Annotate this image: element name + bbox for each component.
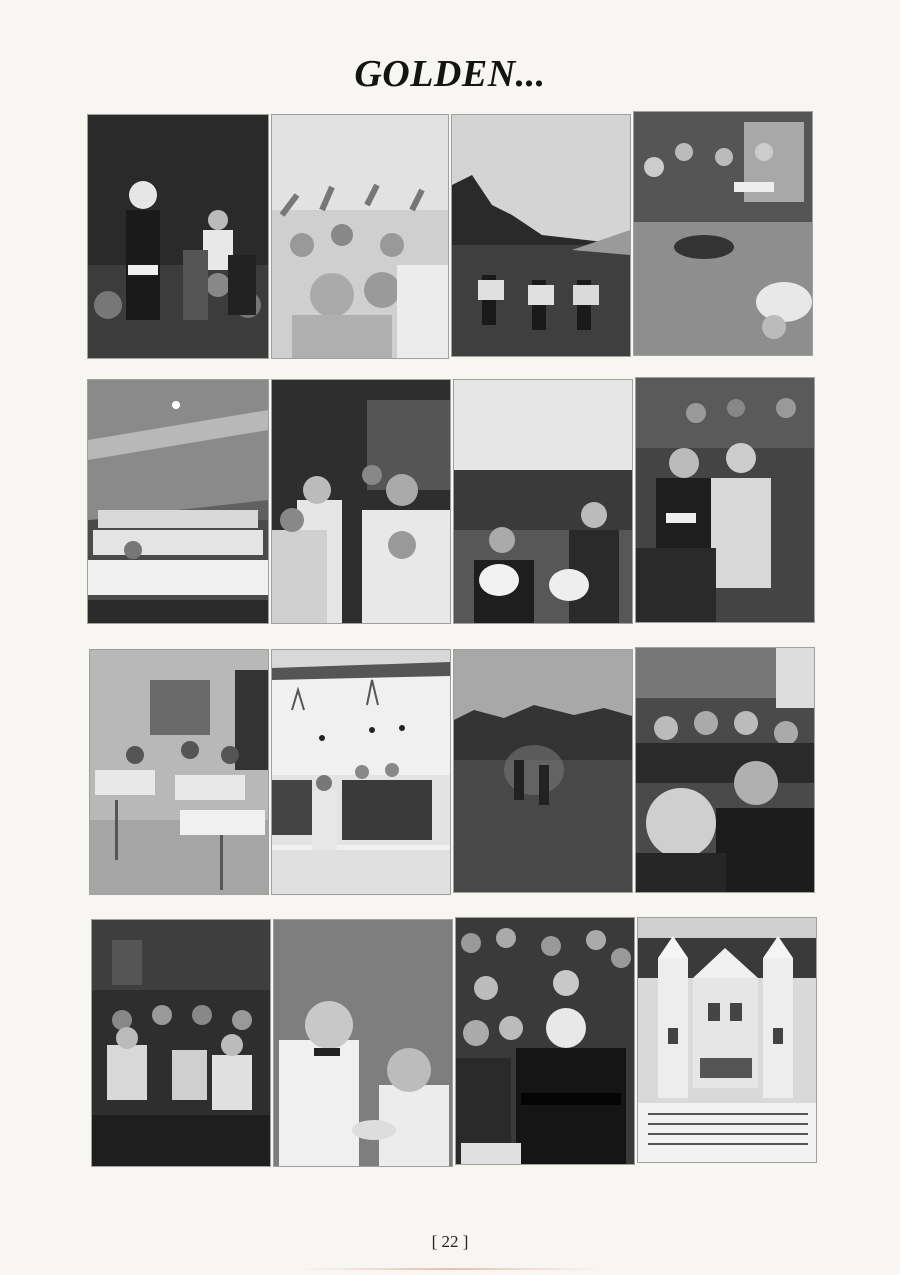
footer-rule — [300, 1268, 600, 1270]
man-boy-handshake-photo — [274, 920, 452, 1166]
floor-game-photo — [634, 112, 812, 355]
cheering-boys-photo — [272, 115, 448, 358]
page-title: GOLDEN... — [354, 53, 546, 95]
carrying-bags-hill-photo — [452, 115, 630, 356]
santa-crowd-photo — [456, 918, 634, 1164]
turkey-car-photo — [454, 380, 632, 623]
castle-cake-photo — [638, 918, 816, 1162]
bonfire-field-photo — [454, 650, 632, 892]
santa-audience-photo — [88, 115, 268, 358]
dormitory-beds-photo — [88, 380, 268, 623]
smiling-boy-group-photo — [636, 648, 814, 892]
haircut-photo — [272, 380, 450, 623]
seated-children-photo — [636, 378, 814, 622]
auditorium-audience-photo — [92, 920, 270, 1166]
snow-sledding-photo — [272, 650, 450, 894]
page-number: [ 22 ] — [431, 1232, 469, 1251]
classroom-desks-photo — [90, 650, 268, 894]
